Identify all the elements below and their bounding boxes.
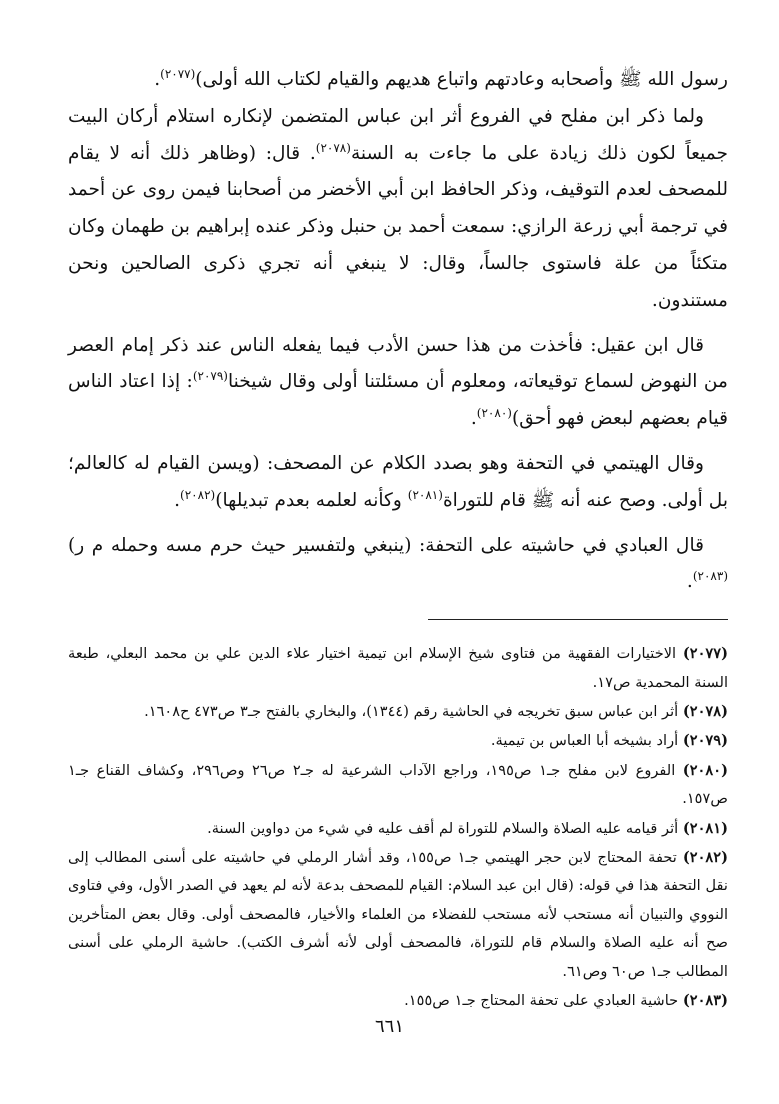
footnote-reference: (٢٠٧٨) [315,140,351,155]
footnote [68,757,728,814]
paragraph-text-tail: . [174,489,181,511]
paragraph-text: وقال الهيتمي في التحفة وهو بصدد الكلام عن المصحف: (ويسن القيام له كالعالم؛ بل أولى. وصح عنه أنه ﷺ قام للتوراة [68,452,728,511]
footnote-text: أراد بشيخه أبا العباس بن تيمية. [490,732,679,750]
footnote-number: (٢٠٧٨) [682,702,728,720]
footnote-divider [428,619,728,620]
footnote [68,640,728,697]
paragraph-text-tail: : إذا اعتاد الناس قيام بعضهم لبعض فهو أحق) [68,371,728,430]
paragraph-text: قال ابن عقيل: فأخذت من هذا حسن الأدب فيما يفعله الناس عند ذكر إمام العصر من النهوض لسماع توقيعاته، ومعلوم أن مسئلتنا أولى وقال شيخنا [68,334,729,393]
paragraph-text-tail: وكأنه لعلمه بعدم تبديلها) [215,489,408,511]
footnote-reference: (٢٠٨٣) [692,569,728,584]
footnote [68,698,728,726]
footnote-text: أثر قيامه عليه الصلاة والسلام للتوراة لم أقف عليه في شيء من دواوين السنة. [207,819,679,837]
footnote-reference: (٢٠٧٩) [192,369,228,384]
footnote [68,844,728,986]
footnote [68,727,728,755]
footnote-number: (٢٠٧٧) [682,645,728,663]
paragraph-2 [68,99,728,320]
paragraph-text-tail: . [470,408,477,430]
paragraph-text: قال العبادي في حاشيته على التحفة: (ينبغي ولتفسير حيث حرم مسه وحمله م ر) [68,534,704,556]
footnote-text: تحفة المحتاج لابن حجر الهيتمي جـ١ ص١٥٥، وقد أشار الرملي في حاشيته على أسنى المطالب إلى نقل التحفة هذا في قوله: (قال ابن عبد السلام: القيام للمصحف بدعة لأنه لم يعهد في الصدر الأول، وفي فتاوى النووي والتبيان أنه مستحب لأنه مستحب للفضلاء من العلماء والأخيار، فالمصحف أولى. وقال بعض المتأخرين صح أنه عليه الصلاة والسلام قام للتوراة، فالمصحف أولى لأنه أشرف الكتب). حاشية الرملي على أسنى المطالب جـ١ ص٦٠ وص٦١. [68,849,728,980]
footnote [68,987,728,1015]
paragraph-1 [68,62,728,99]
footnote-text: الاختيارات الفقهية من فتاوى شيخ الإسلام ابن تيمية اختيار علاء الدين علي بن محمد البعلي، طبعة السنة المحمدية ص١٧. [68,645,728,691]
book-page [68,62,728,1016]
footnote-number: (٢٠٨١) [682,819,728,837]
paragraph-text-tail: . [154,69,161,90]
paragraph-text: ولما ذكر ابن مفلح في الفروع أثر ابن عباس المتضمن لإنكاره استلام أركان البيت جميعاً لكون ذلك زيادة على ما جاءت به السنة [68,105,728,164]
paragraph-text-tail: . قال: (وظاهر ذلك أنه لا يقام للمصحف لعدم التوقيف، وذكر الحافظ ابن أبي الأخضر من أصحابنا فيمن روى عن أحمد في ترجمة أبي زرعة الرازي: سمعت أحمد بن حنبل وذكر عنده إبراهيم بن طهمان وكان متكئاً من علة فاستوى جالساً، وقال: لا ينبغي أنه تجري ذكرى الصالحين ونحن مستندون. [68,142,728,311]
paragraph-4 [68,446,728,520]
footnote-reference: (٢٠٨٠) [476,405,512,420]
footnote-number: (٢٠٧٩) [682,732,728,750]
footnote-number: (٢٠٨٢) [682,849,729,866]
footnote-text: الفروع لابن مفلح جـ١ ص١٩٥، وراجع الآداب الشرعية له جـ٢ ص٢٦ وص٢٩٦، وكشاف القناع جـ١ ص١٥٧. [68,761,728,808]
footnote-text: أثر ابن عباس سبق تخريجه في الحاشية رقم (١٣٤٤)، والبخاري بالفتح جـ٣ ص٤٧٣ ح١٦٠٨. [144,702,679,720]
main-text [68,62,728,601]
footnote-reference: (٢٠٧٧) [160,66,196,81]
paragraph-5 [68,528,728,602]
page-number: ٦٦١ [374,1016,404,1037]
footnote-text: حاشية العبادي على تحفة المحتاج جـ١ ص١٥٥. [404,992,679,1010]
footnote-reference: (٢٠٨٢) [180,487,216,502]
footnote-number: (٢٠٨٠) [682,761,728,779]
paragraph-text: رسول الله ﷺ وأصحابه وعادتهم واتباع هديهم والقيام لكتاب الله أولى) [195,69,728,90]
footnote [68,815,728,843]
footnote-number: (٢٠٨٣) [682,992,728,1010]
footnotes [68,640,728,1015]
paragraph-3 [68,328,728,438]
footnote-reference: (٢٠٨١) [407,487,443,502]
paragraph-text-tail: . [686,571,693,593]
